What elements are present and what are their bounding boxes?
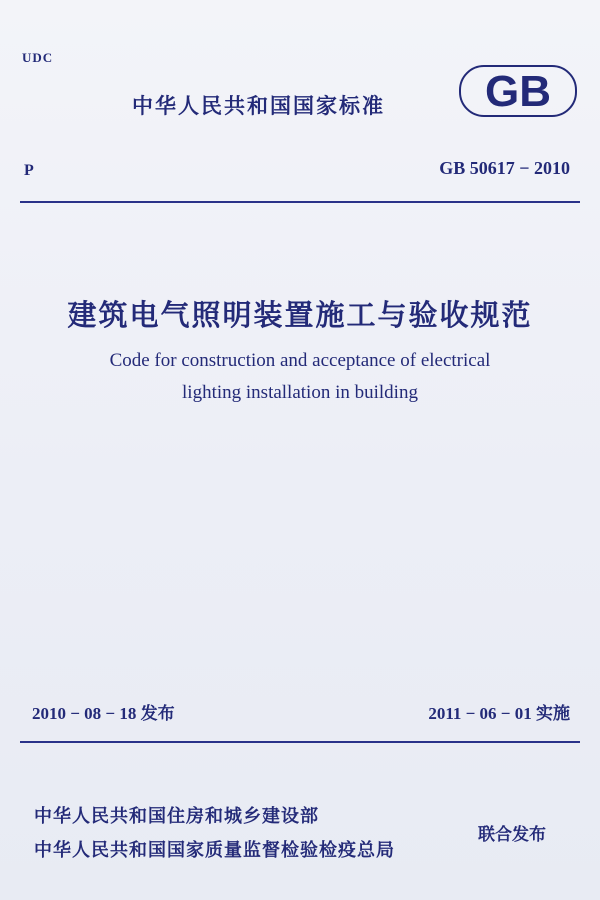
top-divider	[20, 201, 580, 203]
udc-label: UDC	[22, 50, 54, 65]
issuer-aqsiq: 中华人民共和国国家质量监督检验检疫总局	[34, 840, 395, 861]
issue-date: 2010 − 08 − 18 发布	[32, 704, 175, 723]
national-standard-heading: 中华人民共和国国家标准	[132, 94, 385, 118]
classification-code: P	[24, 162, 34, 179]
issuer-ministry-housing: 中华人民共和国住房和城乡建设部	[34, 806, 319, 827]
joint-issue-label: 联合发布	[478, 825, 546, 845]
bottom-divider	[20, 741, 580, 743]
title-english-line-2: lighting installation in building	[182, 382, 418, 403]
gb-logo-icon	[458, 60, 578, 120]
implementation-date: 2011 − 06 − 01 实施	[428, 704, 570, 723]
standard-number: GB 50617 − 2010	[439, 158, 570, 178]
svg-text:GB: GB	[485, 67, 551, 116]
title-english-line-1: Code for construction and acceptance of electrical	[109, 350, 491, 371]
title-chinese: 建筑电气照明装置施工与验收规范	[67, 298, 533, 332]
